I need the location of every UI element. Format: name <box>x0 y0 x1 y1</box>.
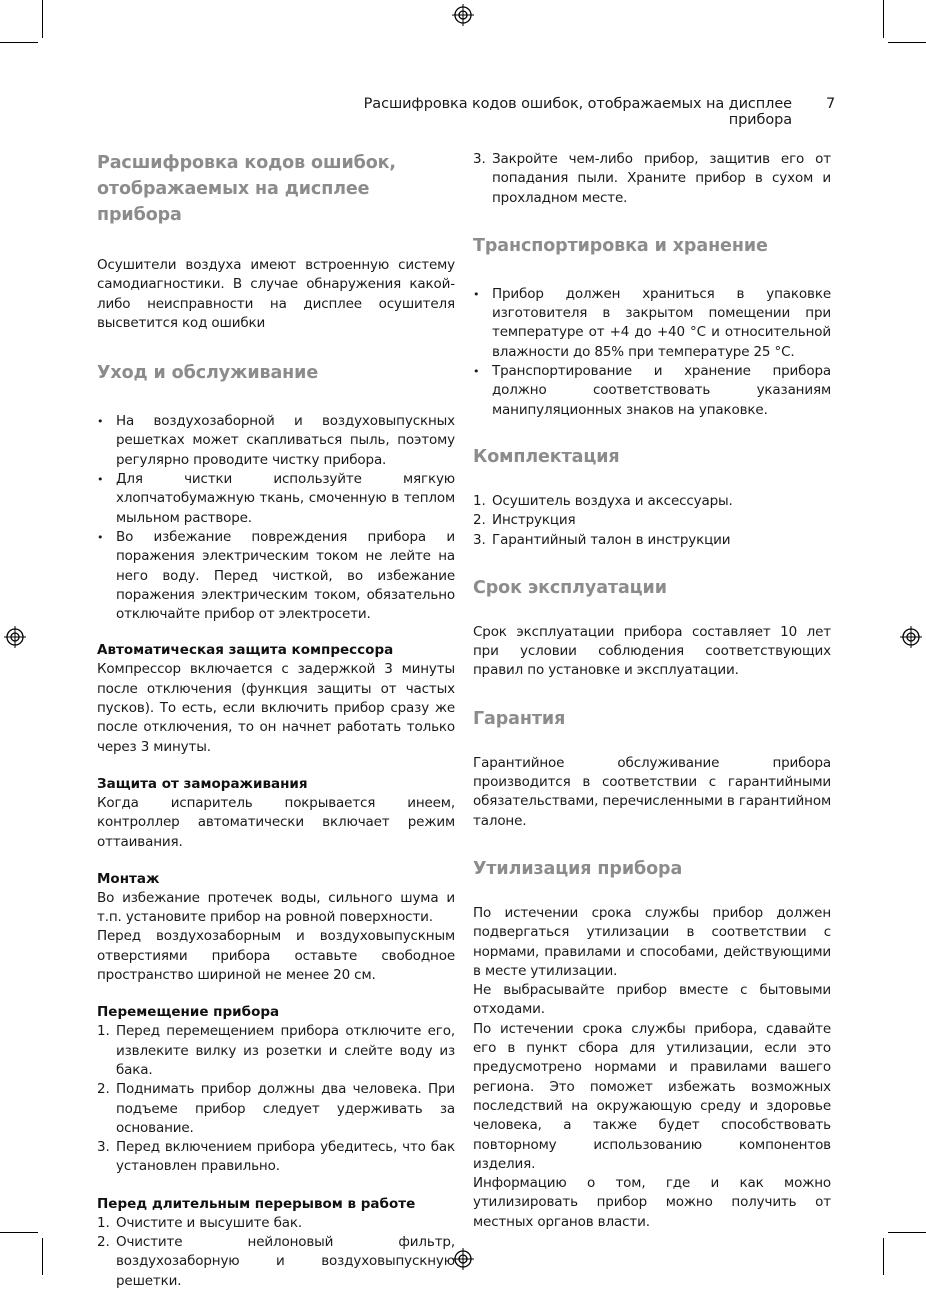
right-column <box>473 150 831 1232</box>
list-item: 1. Перед перемещением прибора отключите его, извлеките вилку из розетки и слейте воду из бака. <box>97 1023 455 1078</box>
long-break-list <box>97 1214 455 1291</box>
list-item: 3. Закройте чем-либо прибор, защитив его от попадания пыли. Храните прибор в сухом и прохладном месте. <box>473 151 831 206</box>
section-title-care: Уход и обслуживание <box>97 363 319 384</box>
page-number: 7 <box>826 96 836 112</box>
disposal-text-3: По истечении срока службы прибора, сдавайте его в пункт сбора для утилизации, если это предусмотрено нормами и правилами вашего региона. Это поможет избежать возможных последствий на окружающую среду и здоровье человека, а также будет способствовать повторному использованию компонентов изделия. <box>473 1020 831 1172</box>
disposal-text-4: Информацию о том, где и как можно утилизировать прибор можно получить от местных органов власти. <box>473 1175 831 1230</box>
list-item: 3. Перед включением прибора убедитесь, что бак установлен правильно. <box>97 1139 455 1175</box>
compressor-text: Компрессор включается с задержкой 3 минуты после отключения (функция защиты от частых пусков). То есть, если включить прибор сразу же после отключения, то он начнет работать только через 3 минуты. <box>97 661 455 755</box>
subheading-freeze: Защита от замораживания <box>97 775 308 792</box>
crop-mark <box>0 42 38 43</box>
crop-mark <box>42 0 43 38</box>
section-title-disposal: Утилизация прибора <box>473 858 683 879</box>
subheading-compressor: Автоматическая защита компрессора <box>97 642 394 659</box>
disposal-text-1: По истечении срока службы прибор должен подвергаться утилизации в соответствии с нормами, правилами и способами, действующими в месте утилизации. <box>473 904 831 979</box>
freeze-text: Когда испаритель покрывается инеем, контроллер автоматически включает режим оттаивания. <box>97 794 455 850</box>
service-life-text: Срок эксплуатации прибора составляет 10 лет при условии соблюдения соответствующих правил по установке и эксплуатации. <box>473 623 831 679</box>
subheading-moving: Перемещение прибора <box>97 1004 280 1021</box>
registration-mark-icon <box>452 4 474 26</box>
list-item: 2. Инструкция <box>473 512 576 529</box>
list-item: 1. Очистите и высушите бак. <box>97 1214 303 1231</box>
crop-mark <box>42 1238 43 1275</box>
long-break-list-continued <box>473 150 831 208</box>
subheading-long-break: Перед длительным перерывом в работе <box>97 1195 416 1212</box>
disposal-text-2: Не выбрасывайте прибор вместе с бытовыми отходами. <box>473 982 831 1018</box>
left-column <box>97 150 455 1291</box>
list-item: • Транспортирование и хранение прибора должно соответствовать указаниям манипуляционных знаков на упаковке. <box>473 362 831 420</box>
transport-list <box>473 285 831 420</box>
subheading-mount: Монтаж <box>97 870 160 887</box>
kit-list <box>473 492 831 550</box>
error-codes-intro: Осушители воздуха имеют встроенную систему самодиагностики. В случае обнаружения какой-либо неисправности на дисплее осушителя высветится код ошибки <box>97 257 455 331</box>
section-title-transport: Транспортировка и хранение <box>473 235 768 256</box>
section-title-error-codes: Расшифровка кодов ошибок, отображаемых на дисплее прибора <box>97 153 396 225</box>
list-item: 2. Поднимать прибор должны два человека. При подъеме прибор следует удерживать за основание. <box>97 1081 455 1136</box>
warranty-text: Гарантийное обслуживание прибора производится в соответствии с гарантийными обязательствами, перечисленными в гарантийном талоне. <box>473 754 831 829</box>
crop-mark <box>888 1232 926 1233</box>
registration-mark-icon <box>900 626 922 648</box>
running-header-title: Расшифровка кодов ошибок, отображаемых на дисплее прибора <box>363 96 792 128</box>
section-title-service-life: Срок эксплуатации <box>473 577 667 598</box>
moving-list <box>97 1022 455 1176</box>
crop-mark <box>888 42 926 43</box>
list-item: • Прибор должен храниться в упаковке изготовителя в закрытом помещении при температуре от +4 до +40 °С и относительной влажности до 85% при температуре 25 °С. <box>473 285 831 362</box>
mount-text-1: Во избежание протечек воды, сильного шума и т.п. установите прибор на ровной поверхности. <box>97 889 455 926</box>
care-list <box>97 412 455 624</box>
registration-mark-icon <box>4 626 26 648</box>
section-title-warranty: Гарантия <box>473 708 566 729</box>
crop-mark <box>0 1232 38 1233</box>
list-item: • Для чистки используйте мягкую хлопчатобумажную ткань, смоченную в теплом мыльном растворе. <box>97 470 455 528</box>
list-item: 2. Очистите нейлоновый фильтр, воздухозаборную и воздуховыпускную решетки. <box>97 1233 455 1289</box>
mount-text-2: Перед воздухозаборным и воздуховыпускным отверстиями прибора оставьте свободное пространство шириной не менее 20 см. <box>97 928 455 984</box>
crop-mark <box>883 1238 884 1275</box>
list-item: 3. Гарантийный талон в инструкции <box>473 531 731 548</box>
section-title-kit: Комплектация <box>473 446 620 467</box>
list-item: 1. Осушитель воздуха и аксессуары. <box>473 492 733 509</box>
crop-mark <box>883 0 884 38</box>
registration-mark-icon <box>452 1248 474 1270</box>
list-item: • Во избежание повреждения прибора и поражения электрическим током не лейте на него воду. Перед чисткой, во избежание поражения электрическим током, обязательно отключайте прибор от электросети. <box>97 528 455 624</box>
list-item: • На воздухозаборной и воздуховыпускных решетках может скапливаться пыль, поэтому регулярно проводите чистку прибора. <box>97 412 455 470</box>
